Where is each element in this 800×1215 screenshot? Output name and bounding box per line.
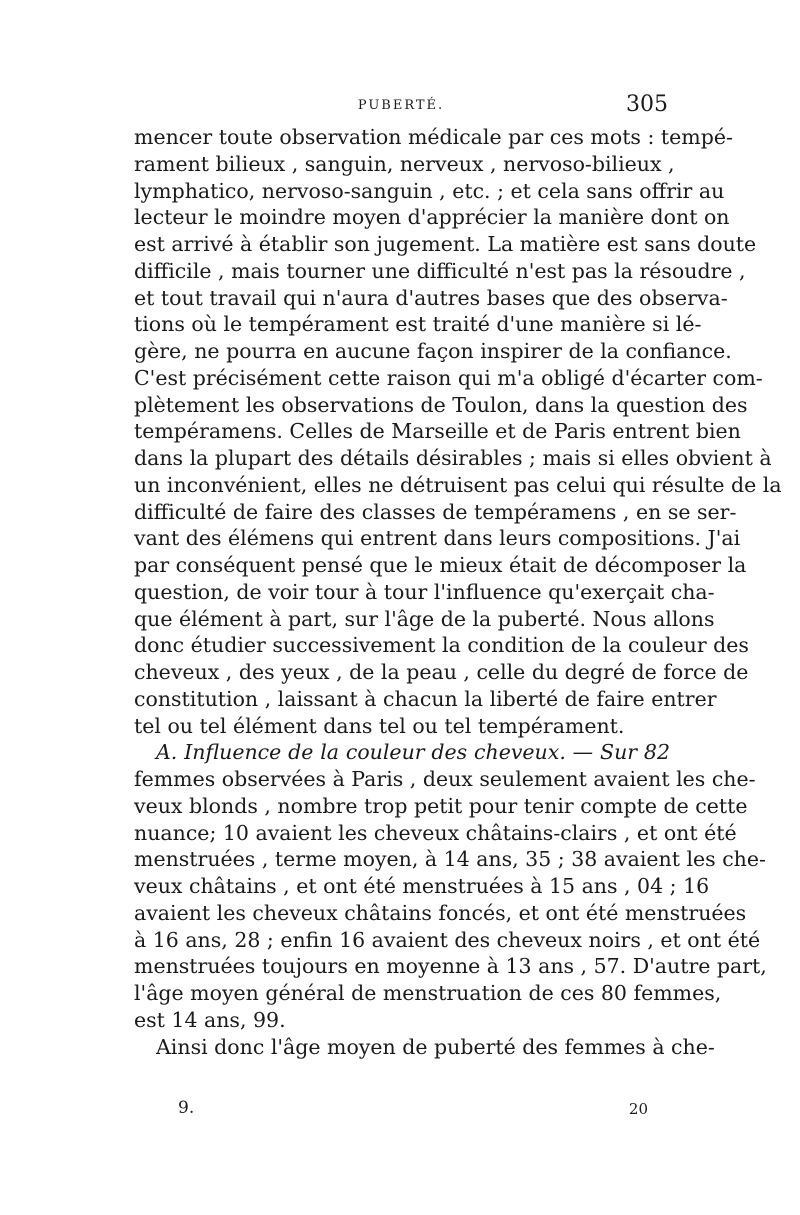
text-line: veux blonds , nombre trop petit pour tenir compte de cette: [134, 793, 748, 818]
text-line: menstruées toujours en moyenne à 13 ans , 57. D'autre part,: [134, 954, 767, 979]
page-number: 305: [626, 92, 668, 117]
text-line: Ainsi donc l'âge moyen de puberté des femmes à che-: [156, 1034, 715, 1059]
text-line: tempéramens. Celles de Marseille et de Paris entrent bien: [134, 419, 741, 444]
section-heading-line: A. Influence de la couleur des cheveux. — Sur 82: [156, 740, 670, 765]
text-line: lecteur le moindre moyen d'apprécier la manière dont on: [134, 205, 730, 230]
text-line: tel ou tel élément dans tel ou tel tempérament.: [134, 713, 625, 738]
text-line: que élément à part, sur l'âge de la puberté. Nous allons: [134, 606, 715, 631]
text-line: lymphatico, nervoso-sanguin , etc. ; et cela sans offrir au: [134, 178, 725, 203]
text-line: un inconvénient, elles ne détruisent pas celui qui résulte de la: [134, 472, 782, 497]
running-title: PUBERTÉ.: [357, 98, 445, 113]
text-line: femmes observées à Paris , deux seulement avaient les che-: [134, 767, 756, 791]
text-line: avaient les cheveux châtains foncés, et ont été menstruées: [134, 900, 747, 925]
text-line: veux châtains , et ont été menstruées à 15 ans , 04 ; 16: [134, 874, 710, 898]
text-line: rament bilieux , sanguin, nerveux , nervoso-bilieux ,: [134, 151, 675, 176]
text-line: dans la plupart des détails désirables ; mais si elles obvient à: [134, 446, 772, 470]
running-head: [134, 92, 668, 120]
text-line: difficile , mais tourner une difficulté n'est pas la résoudre ,: [134, 258, 746, 283]
text-line: l'âge moyen général de menstruation de ces 80 femmes,: [134, 981, 722, 1005]
text-line: tions où le tempérament est traité d'une manière si lé-: [134, 312, 702, 337]
text-line: difficulté de faire des classes de tempéramens , en se ser-: [134, 499, 737, 524]
text-line: question, de voir tour à tour l'influence qu'exerçait cha-: [134, 579, 715, 604]
text-line: plètement les observations de Toulon, dans la question des: [134, 392, 748, 417]
text-line: donc étudier successivement la condition de la couleur des: [134, 633, 749, 658]
text-line: et tout travail qui n'aura d'autres bases que des observa-: [134, 285, 728, 310]
text-line: cheveux , des yeux , de la peau , celle du degré de force de: [134, 660, 749, 684]
text-line: gère, ne pourra en aucune façon inspirer de la confiance.: [134, 339, 732, 363]
text-line: est 14 ans, 99.: [134, 1007, 286, 1032]
text-line: constitution , laissant à chacun la liberté de faire entrer: [134, 686, 717, 711]
text-line: nuance; 10 avaient les cheveux châtains-clairs , et ont été: [134, 820, 737, 845]
text-line: vant des élémens qui entrent dans leurs compositions. J'ai: [134, 526, 741, 551]
text-line: par conséquent pensé que le mieux était de décomposer la: [134, 553, 747, 577]
page-footer: [178, 1098, 648, 1124]
text-line: à 16 ans, 28 ; enfin 16 avaient des cheveux noirs , et ont été: [134, 927, 761, 952]
text-line: est arrivé à établir son jugement. La matière est sans doute: [134, 232, 757, 256]
text-line: mencer toute observation médicale par ces mots : tempé-: [134, 125, 733, 149]
text-line: C'est précisément cette raison qui m'a obligé d'écarter com-: [134, 365, 763, 390]
signature-number: 20: [628, 1100, 648, 1118]
body-text: [134, 124, 782, 1060]
text-line: menstruées , terme moyen, à 14 ans, 35 ; 38 avaient les che-: [134, 847, 766, 872]
signature-mark: 9.: [178, 1098, 195, 1118]
